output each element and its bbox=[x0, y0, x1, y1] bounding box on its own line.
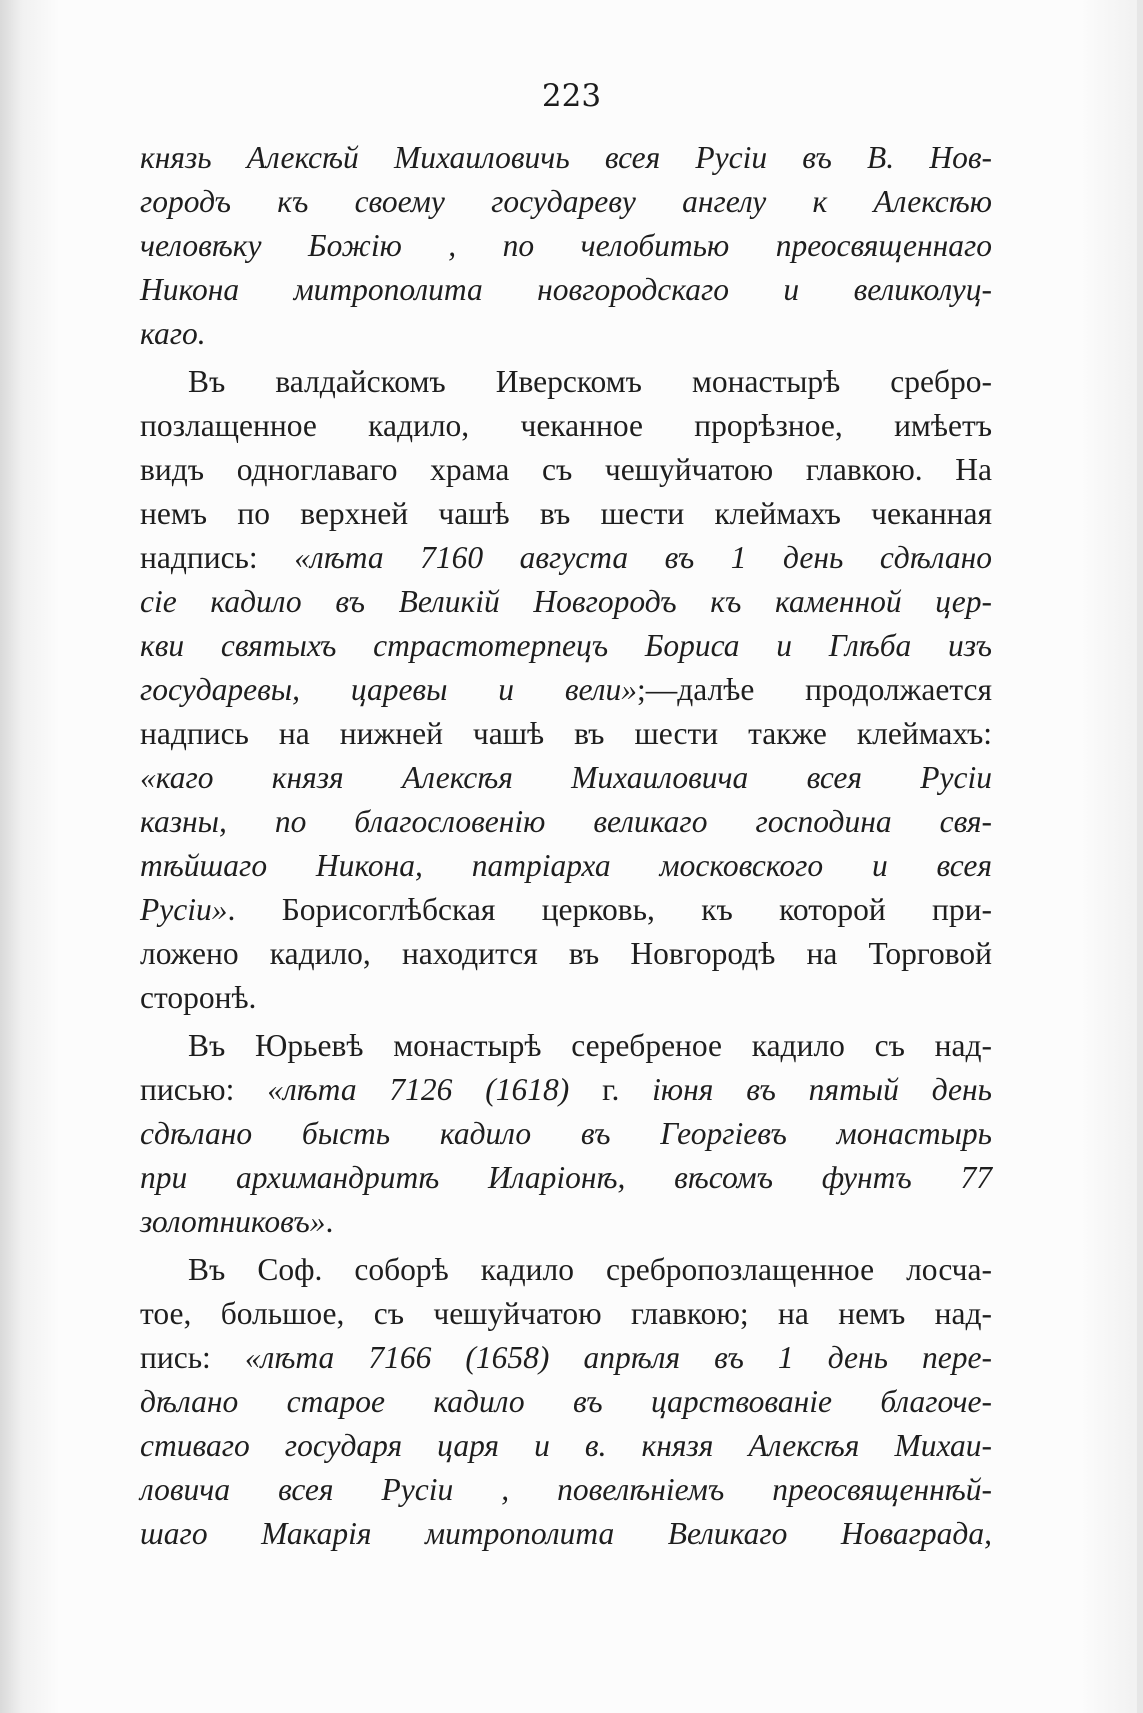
text-line bbox=[140, 268, 992, 312]
italic-quote-text: Русіи» bbox=[140, 892, 228, 927]
text-line bbox=[140, 976, 992, 1020]
italic-quote-text: «каго князя Алексѣя Михаиловича всея Русіи bbox=[140, 760, 992, 795]
italic-quote-text: городъ къ своему государеву ангелу к Алексѣю bbox=[140, 184, 992, 219]
text-line bbox=[140, 1024, 992, 1068]
roman-text: немъ по верхней чашѣ въ шести клеймахъ чеканная bbox=[140, 496, 992, 531]
italic-quote-text: кви святыхъ страстотерпецъ Бориса и Глѣба изъ bbox=[140, 628, 992, 663]
roman-text: ложено кадило, находится въ Новгородѣ на Торговой bbox=[140, 936, 992, 971]
roman-text: тое, большое, съ чешуйчатою главкою; на немъ над- bbox=[140, 1296, 992, 1331]
text-line bbox=[140, 180, 992, 224]
text-line bbox=[140, 448, 992, 492]
text-line bbox=[140, 404, 992, 448]
text-line bbox=[140, 1156, 992, 1200]
text-line bbox=[140, 492, 992, 536]
roman-text: Въ Соф. соборѣ кадило сребропозлащенное лосча- bbox=[188, 1252, 992, 1287]
text-line bbox=[140, 1424, 992, 1468]
roman-text: ;—далѣе продолжается bbox=[636, 672, 992, 707]
roman-text: писью: bbox=[140, 1072, 268, 1107]
text-line bbox=[140, 1112, 992, 1156]
italic-quote-text: іюня въ пятый день bbox=[652, 1072, 992, 1107]
italic-quote-text: «лѣта 7160 августа въ 1 день сдѣлано bbox=[294, 540, 992, 575]
italic-quote-text: при архимандритѣ Иларіонѣ, вѣсомъ фунтъ 77 bbox=[140, 1160, 992, 1195]
italic-quote-text: князь Алексѣй Михаиловичь всея Русіи въ В. Нов- bbox=[140, 140, 992, 175]
roman-text: . Борисоглѣбская церковь, къ которой при- bbox=[227, 892, 992, 927]
text-line bbox=[140, 1468, 992, 1512]
italic-quote-text: «лѣта 7166 (1658) апрѣля въ 1 день пере- bbox=[244, 1340, 992, 1375]
text-line bbox=[140, 1336, 992, 1380]
text-line bbox=[140, 800, 992, 844]
roman-text: позлащенное кадило, чеканное прорѣзное, имѣетъ bbox=[140, 408, 992, 443]
text-line bbox=[140, 536, 992, 580]
text-line bbox=[140, 932, 992, 976]
text-line bbox=[140, 1068, 992, 1112]
roman-text: г. bbox=[569, 1072, 653, 1107]
italic-quote-text: государевы, царевы и вели» bbox=[140, 672, 637, 707]
text-line bbox=[140, 1248, 992, 1292]
text-line bbox=[140, 756, 992, 800]
italic-quote-text: казны, по благословенію великаго господина свя- bbox=[140, 804, 992, 839]
page-number: 223 bbox=[541, 78, 602, 114]
text-line bbox=[140, 668, 992, 712]
italic-quote-text: стиваго государя царя и в. князя Алексѣя Михаи- bbox=[140, 1428, 992, 1463]
text-line bbox=[140, 224, 992, 268]
text-line bbox=[140, 888, 992, 932]
italic-quote-text: сіе кадило въ Великій Новгородъ къ каменной цер- bbox=[140, 584, 992, 619]
italic-quote-text: тѣйшаго Никона, патріарха московского и всея bbox=[140, 848, 992, 883]
roman-text: надпись на нижней чашѣ въ шести также клеймахъ: bbox=[140, 716, 992, 751]
scan-edge bbox=[1137, 0, 1143, 1713]
text-line bbox=[140, 1380, 992, 1424]
text-line bbox=[140, 712, 992, 756]
roman-text: сторонѣ. bbox=[140, 980, 257, 1015]
italic-quote-text: «лѣта 7126 (1618) bbox=[267, 1072, 570, 1107]
italic-quote-text: Никона митрополита новгородскаго и великолуц- bbox=[140, 272, 992, 307]
roman-text: пись: bbox=[140, 1340, 245, 1375]
roman-text: видъ одноглаваго храма съ чешуйчатою главкою. На bbox=[140, 452, 992, 487]
roman-text: . bbox=[325, 1204, 334, 1239]
italic-quote-text: каго. bbox=[140, 316, 206, 351]
italic-quote-text: ловича всея Русіи , повелѣніемъ преосвященнѣй- bbox=[140, 1472, 992, 1507]
text-line bbox=[140, 844, 992, 888]
text-line bbox=[140, 360, 992, 404]
italic-quote-text: дѣлано старое кадило въ царствованіе благоче- bbox=[140, 1384, 992, 1419]
text-line bbox=[140, 1200, 992, 1244]
text-line bbox=[140, 580, 992, 624]
roman-text: Въ Юрьевѣ монастырѣ серебреное кадило съ над- bbox=[188, 1028, 992, 1063]
text-line bbox=[140, 312, 992, 356]
italic-quote-text: сдѣлано бысть кадило въ Георгіевъ монастырь bbox=[140, 1116, 992, 1151]
text-line bbox=[140, 136, 992, 180]
text-line bbox=[140, 1292, 992, 1336]
italic-quote-text: шаго Макарія митрополита Великаго Новаграда, bbox=[140, 1516, 992, 1551]
roman-text: Въ валдайскомъ Иверскомъ монастырѣ сребро- bbox=[188, 364, 992, 399]
italic-quote-text: золотниковъ» bbox=[140, 1204, 326, 1239]
italic-quote-text: человѣку Божію , по челобитью преосвященнаго bbox=[140, 228, 992, 263]
roman-text: надпись: bbox=[140, 540, 295, 575]
text-line bbox=[140, 624, 992, 668]
text-line bbox=[140, 1512, 992, 1556]
